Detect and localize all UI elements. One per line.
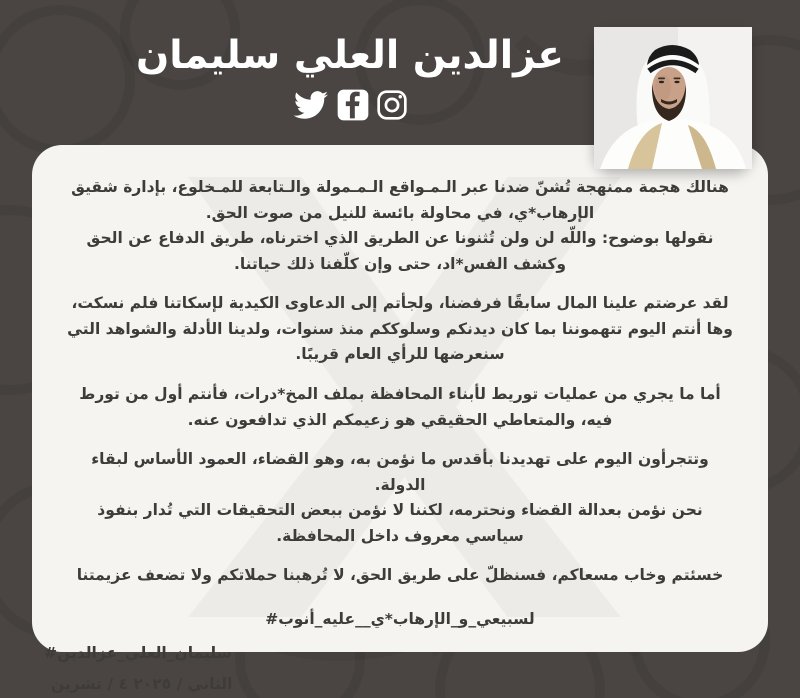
post-date: ٤ / تشرين‎ الثاني / ٢٠٢٥ [51, 675, 233, 693]
statement-paragraph: لقد عرضتم علينا المال سابقًا فرفضنا، ولجأتم إلى الدعاوى الكيدية لإسكاتنا فلم نسكت، وها أنتم اليوم تتهموننا بما كان ديدنكم وسلوككم منذ سنوات، ولدينا الأدلة والشواهد التي سنعرضها للرأي العام قريبًا. [67, 294, 733, 364]
twitter-icon [292, 88, 330, 122]
campaign-hashtag: #أنوب‎_‎عليه‎__‎الإرهاب*ي‎_‎و‎_‎لسبيعي [265, 609, 535, 628]
profile-photo [594, 27, 752, 169]
paragraph-group-money [66, 291, 734, 368]
statement-paragraph: أما ما يجري من عمليات توريط لأبناء المحافظة بملف المخ*درات، فأنتم أول من تورط فيه، والمتعاطي الحقيقي هو زعيمكم الذي تدافعون عنه. [79, 384, 721, 429]
statement-paragraph: نحن نؤمن بعدالة القضاء ونحترمه، لكننا لا نؤمن ببعض التحقيقات التي تُدار بنفوذ سياسي معروف داخل المحافظة. [97, 501, 703, 545]
statement-body [32, 145, 768, 698]
paragraph-group-judiciary [66, 447, 734, 549]
paragraph-group-closing [66, 563, 734, 589]
page-title: عزالدين العلي سليمان [135, 33, 564, 78]
instagram-icon [376, 89, 408, 121]
signature-hashtag: #عزالدين‎_‎العلي‎_‎سليمان [44, 644, 232, 663]
statement-paragraph: خسئتم وخاب مسعاكم، فسنظلّ على طريق الحق، لا تُرهبنا حملاتكم ولا تضعف عزيمتنا [76, 566, 724, 585]
paragraph-group-intro [66, 175, 734, 277]
statement-paragraph: هنالك هجمة ممنهجة تُشنّ ضدنا عبر الـمـواقع الـمـمولة والـتابعة للمـخلوع، بإدارة شقيق الإرهاب*ي، في محاولة بائسة للنيل من صوت الحق. [71, 178, 729, 222]
signature-block [44, 641, 734, 697]
statement-paragraph: نقولها بوضوح: واللّه لن ولن تُثنونا عن الطريق الذي اخترناه، طريق الدفاع عن الحق وكشف الفس*اد، حتى وإن كلّفنا ذلك حياتنا. [86, 229, 714, 273]
statement-card [32, 145, 768, 693]
paragraph-group-drugs [66, 382, 734, 433]
statement-paragraph: وتتجرأون اليوم على تهديدنا بأقدس ما نؤمن به، وهو القضاء، العمود الأساس لبقاء الدولة. [91, 450, 709, 494]
facebook-icon [337, 89, 369, 121]
